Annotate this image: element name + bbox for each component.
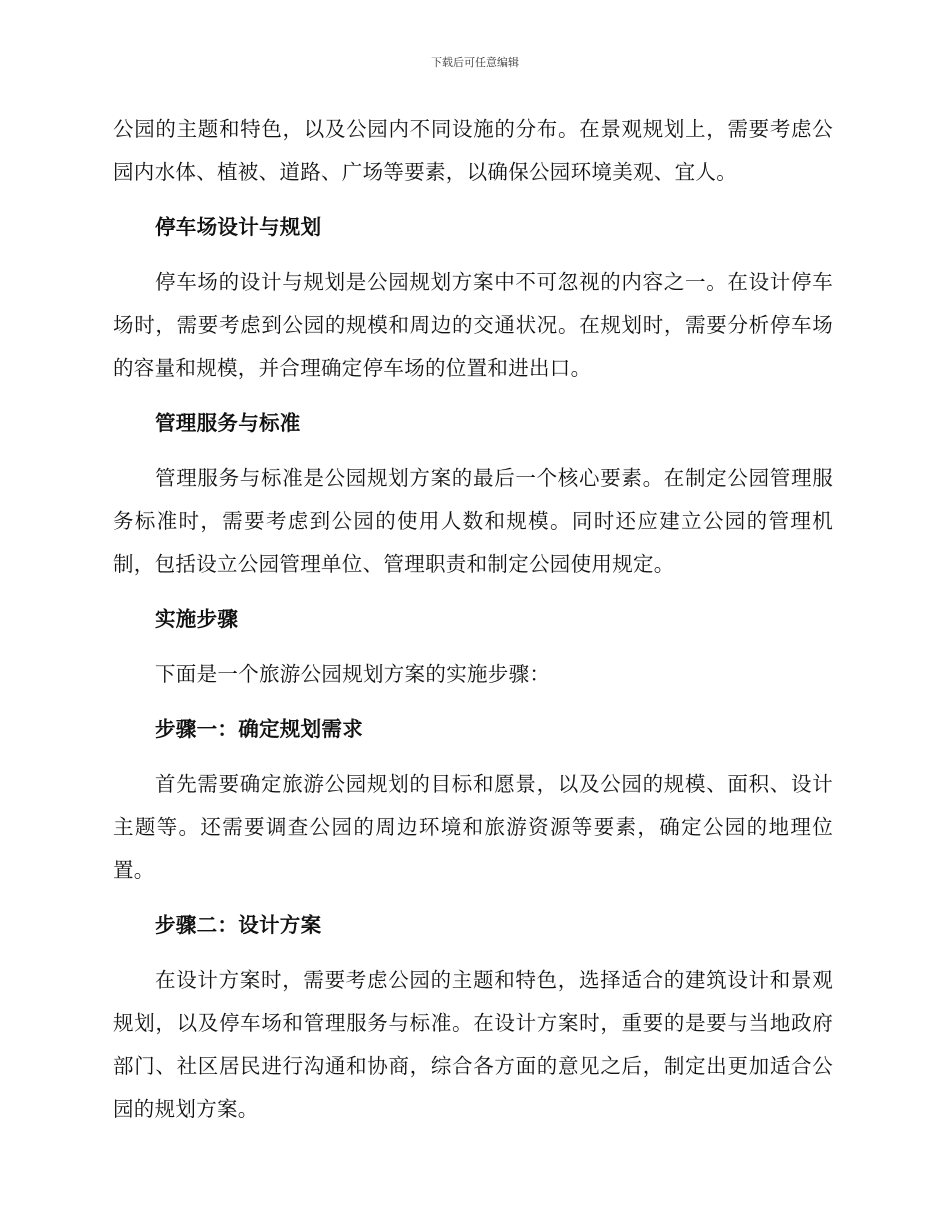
heading-parking: 停车场设计与规划 — [155, 215, 322, 239]
paragraph-step-one: 首先需要确定旅游公园规划的目标和愿景，以及公园的规模、面积、设计主题等。还需要调查公园的周边环境和旅游资源等要素，确定公园的地理位置。 — [113, 772, 833, 882]
page-header-note: 下载后可任意编辑 — [431, 56, 519, 69]
heading-management: 管理服务与标准 — [155, 411, 301, 435]
heading-implementation-steps: 实施步骤 — [155, 607, 239, 631]
paragraph-parking: 停车场的设计与规划是公园规划方案中不可忽视的内容之一。在设计停车场时，需要考虑到公园的规模和周边的交通状况。在规划时，需要分析停车场的容量和规模，并合理确定停车场的位置和进出口。 — [113, 270, 833, 380]
paragraph-step-two: 在设计方案时，需要考虑公园的主题和特色，选择适合的建筑设计和景观规划，以及停车场和管理服务与标准。在设计方案时，重要的是要与当地政府部门、社区居民进行沟通和协商，综合各方面的意见之后，制定出更加适合公园的规划方案。 — [113, 968, 833, 1121]
heading-step-one: 步骤一：确定规划需求 — [155, 717, 363, 741]
heading-step-two: 步骤二：设计方案 — [155, 913, 322, 937]
paragraph-steps-intro: 下面是一个旅游公园规划方案的实施步骤： — [155, 662, 551, 686]
paragraph-management: 管理服务与标准是公园规划方案的最后一个核心要素。在制定公园管理服务标准时，需要考虑到公园的使用人数和规模。同时还应建立公园的管理机制，包括设立公园管理单位、管理职责和制定公园使用规定。 — [113, 466, 833, 576]
paragraph-landscape-continued: 公园的主题和特色，以及公园内不同设施的分布。在景观规划上，需要考虑公园内水体、植被、道路、广场等要素，以确保公园环境美观、宜人。 — [113, 117, 833, 184]
document-body — [113, 108, 833, 1131]
